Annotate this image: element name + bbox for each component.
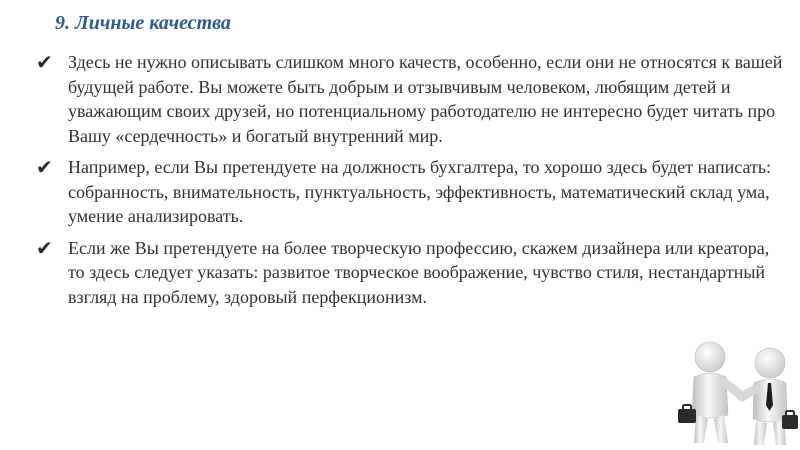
list-item — [34, 236, 784, 310]
check-mark-icon: ✔ — [36, 235, 53, 260]
check-mark-icon: ✔ — [36, 50, 53, 74]
list-item — [34, 50, 788, 148]
bullet-text: Здесь не нужно описывать слишком много качеств, особенно, если они не относятся к вашей будущей работе. Вы можете быть добрым и отзывчивым человеком, любящим детей и уважающим своих друзей, но потенциальному работодателю не интересно будет читать про Вашу «сердечность» и богатый внутренний мир. — [68, 52, 783, 146]
list-item — [34, 155, 788, 229]
check-mark-icon: ✔ — [36, 155, 53, 179]
bullet-text: Если же Вы претендуете на более творческую профессию, скажем дизайнера или креатора, то здесь следует указать: развитое творческое воображение, чувство стиля, нестандартный взгляд на проблему, здоровый перфекционизм. — [68, 237, 770, 307]
handshake-figures-icon — [670, 335, 800, 450]
bullet-list — [34, 50, 784, 316]
bullet-text: Например, если Вы претендуете на должность бухгалтера, то хорошо здесь будет написать: собранность, внимательность, пунктуальность, эффективность, математический склад ума, умение анализировать. — [68, 157, 772, 226]
slide-title: 9. Личные качества — [55, 12, 231, 34]
